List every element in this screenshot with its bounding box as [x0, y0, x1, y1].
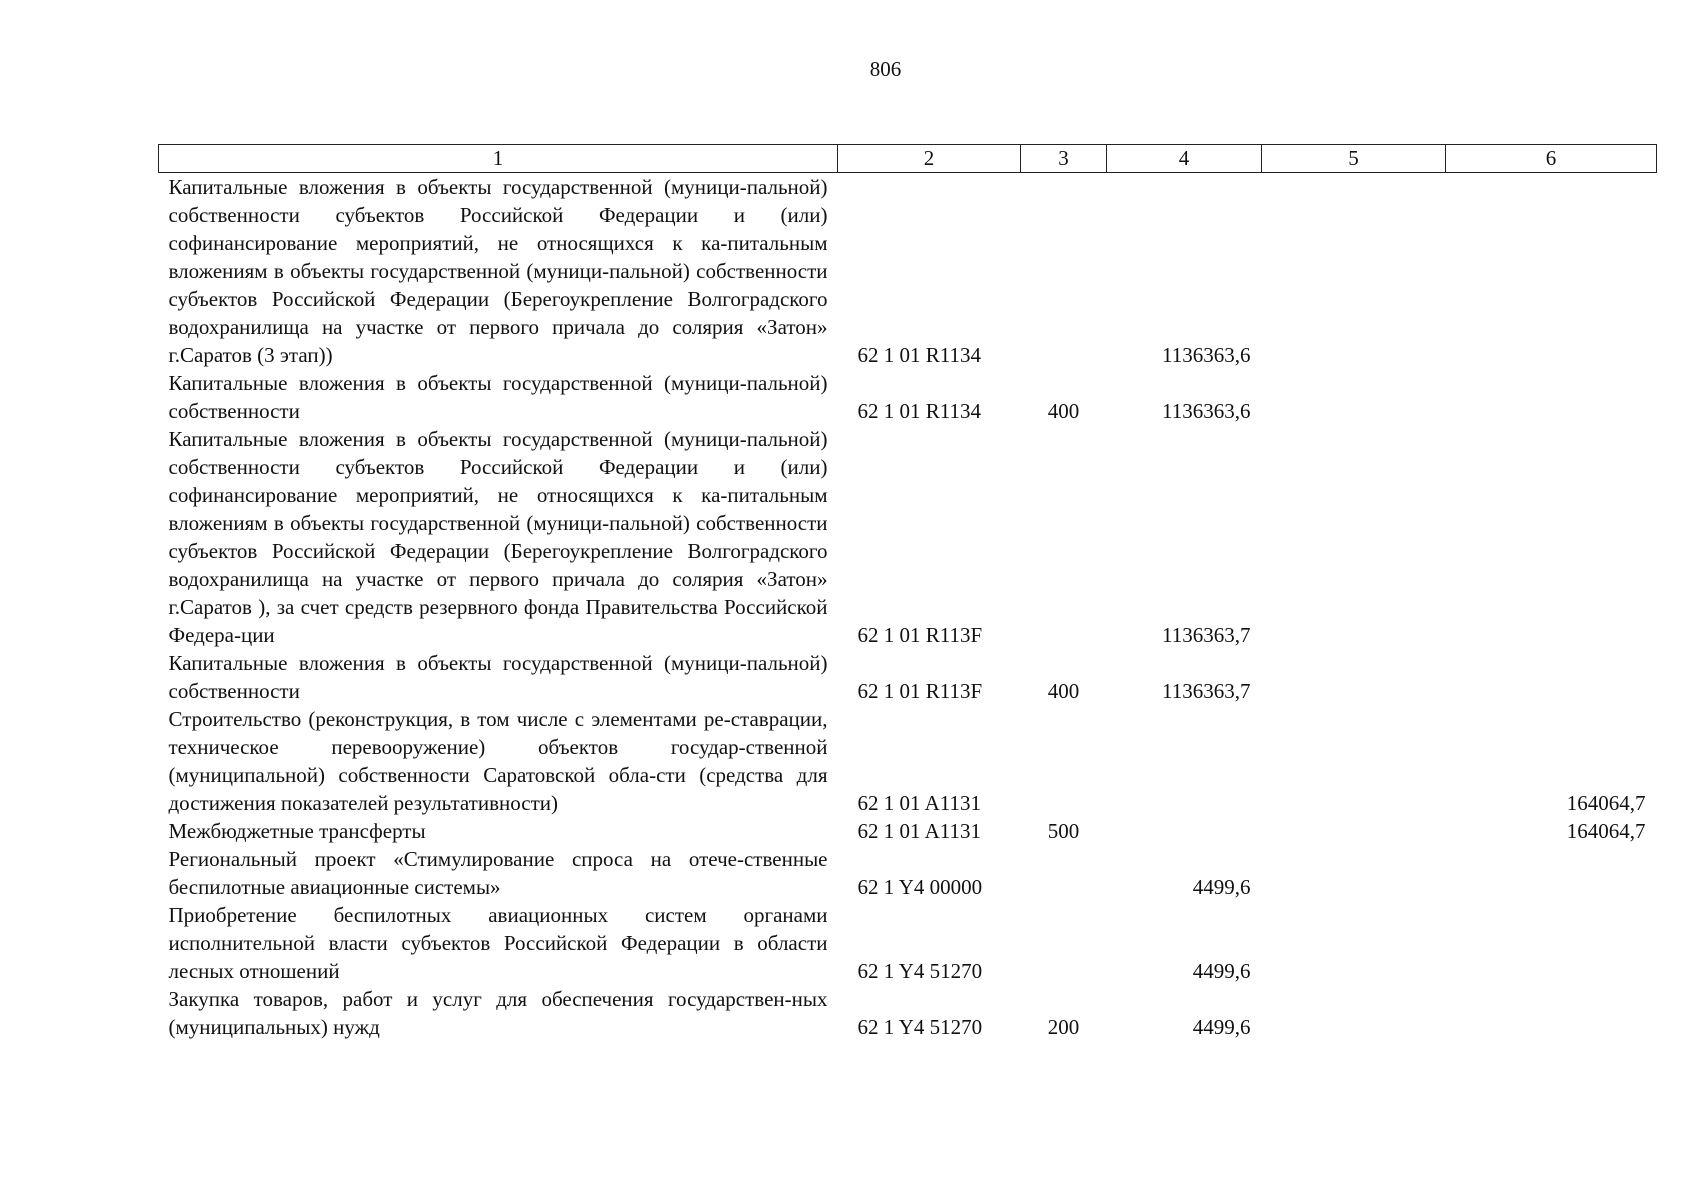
row-col4-value: 1136363,6: [1162, 343, 1251, 367]
row-type: [1021, 173, 1107, 370]
table-row: [159, 173, 1657, 370]
row-col6-value: [1446, 985, 1657, 1041]
row-type: [1021, 425, 1107, 649]
row-description: Капитальные вложения в объекты государственной (муници-пальной) собственности субъектов Российской Федерации и (или) софинансирование мероприятий, не относящихся к ка-питальным вложениям в объекты государственной (муници-пальной) собственности субъектов Российской Федерации (Берегоукрепление Волгоградского водохранилища на участке от первого причала до солярия «Затон» г.Саратов (3 этап)): [168, 175, 828, 367]
budget-table: [158, 144, 1657, 1041]
row-col4-value: 1136363,7: [1162, 623, 1251, 647]
row-type: 400: [1047, 679, 1080, 703]
row-col5-value: [1262, 425, 1446, 649]
row-col6-value: [1446, 425, 1657, 649]
row-type: [1021, 845, 1107, 901]
table-body: [159, 173, 1657, 1042]
table-row: [159, 845, 1657, 901]
row-col5-value: [1262, 901, 1446, 985]
row-type: 500: [1047, 819, 1080, 843]
column-header-4: 4: [1107, 145, 1262, 173]
table-header: [159, 145, 1657, 173]
row-description: Капитальные вложения в объекты государственной (муници-пальной) собственности субъектов Российской Федерации и (или) софинансирование мероприятий, не относящихся к ка-питальным вложениям в объекты государственной (муници-пальной) собственности субъектов Российской Федерации (Берегоукрепление Волгоградского водохранилища на участке от первого причала до солярия «Затон» г.Саратов ), за счет средств резервного фонда Правительства Российской Федера-ции: [168, 427, 828, 647]
row-type: 200: [1047, 1015, 1080, 1039]
row-col4-value: [1107, 817, 1262, 845]
row-code: 62 1 01 A1131: [857, 819, 981, 843]
table-row: [159, 649, 1657, 705]
page-number: 806: [869, 57, 902, 81]
row-col4-value: 4499,6: [1192, 875, 1251, 899]
row-type: [1021, 705, 1107, 817]
column-header-5: 5: [1262, 145, 1446, 173]
column-header-2: 2: [838, 145, 1021, 173]
row-col4-value: 4499,6: [1192, 1015, 1251, 1039]
row-col4-value: 1136363,7: [1162, 679, 1251, 703]
table-row: [159, 901, 1657, 985]
column-header-1: 1: [159, 145, 838, 173]
row-col5-value: [1262, 705, 1446, 817]
row-col6-value: [1446, 845, 1657, 901]
row-description: Межбюджетные трансферты: [168, 819, 426, 843]
row-col6-value: [1446, 649, 1657, 705]
row-col5-value: [1262, 173, 1446, 370]
row-col4-value: 4499,6: [1192, 959, 1251, 983]
row-description: Строительство (реконструкция, в том числе с элементами ре-ставрации, техническое перевооружение) объектов государ-ственной (муниципальной) собственности Саратовской обла-сти (средства для достижения показателей результативности): [168, 707, 828, 815]
table-row: [159, 425, 1657, 649]
row-code: 62 1 Y4 00000: [857, 875, 983, 899]
row-col5-value: [1262, 369, 1446, 425]
row-type: [1021, 901, 1107, 985]
header-row: [159, 145, 1657, 173]
row-col6-value: [1446, 369, 1657, 425]
row-description: Региональный проект «Стимулирование спроса на отече-ственные беспилотные авиационные системы»: [168, 847, 828, 899]
row-col5-value: [1262, 845, 1446, 901]
row-code: 62 1 Y4 51270: [857, 959, 983, 983]
row-code: 62 1 01 R1134: [857, 399, 981, 423]
row-code: 62 1 01 R1134: [857, 343, 981, 367]
row-type: 400: [1047, 399, 1080, 423]
row-code: 62 1 01 R113F: [857, 679, 983, 703]
row-code: 62 1 Y4 51270: [857, 1015, 983, 1039]
row-col4-value: [1107, 705, 1262, 817]
column-header-3: 3: [1021, 145, 1107, 173]
row-col4-value: 1136363,6: [1162, 399, 1251, 423]
row-col5-value: [1262, 985, 1446, 1041]
column-header-6: 6: [1446, 145, 1657, 173]
row-col6-value: 164064,7: [1566, 791, 1646, 815]
row-description: Закупка товаров, работ и услуг для обеспечения государствен-ных (муниципальных) нужд: [168, 987, 828, 1039]
row-description: Приобретение беспилотных авиационных систем органами исполнительной власти субъектов Российской Федерации в области лесных отношений: [168, 903, 828, 983]
row-code: 62 1 01 R113F: [857, 623, 983, 647]
table-row: [159, 817, 1657, 845]
row-col5-value: [1262, 817, 1446, 845]
row-col5-value: [1262, 649, 1446, 705]
table-row: [159, 705, 1657, 817]
row-col6-value: [1446, 901, 1657, 985]
table-row: [159, 369, 1657, 425]
table-row: [159, 985, 1657, 1041]
row-col6-value: [1446, 173, 1657, 370]
row-code: 62 1 01 A1131: [857, 791, 981, 815]
row-col6-value: 164064,7: [1566, 819, 1646, 843]
row-description: Капитальные вложения в объекты государственной (муници-пальной) собственности: [168, 371, 828, 423]
row-description: Капитальные вложения в объекты государственной (муници-пальной) собственности: [168, 651, 828, 703]
